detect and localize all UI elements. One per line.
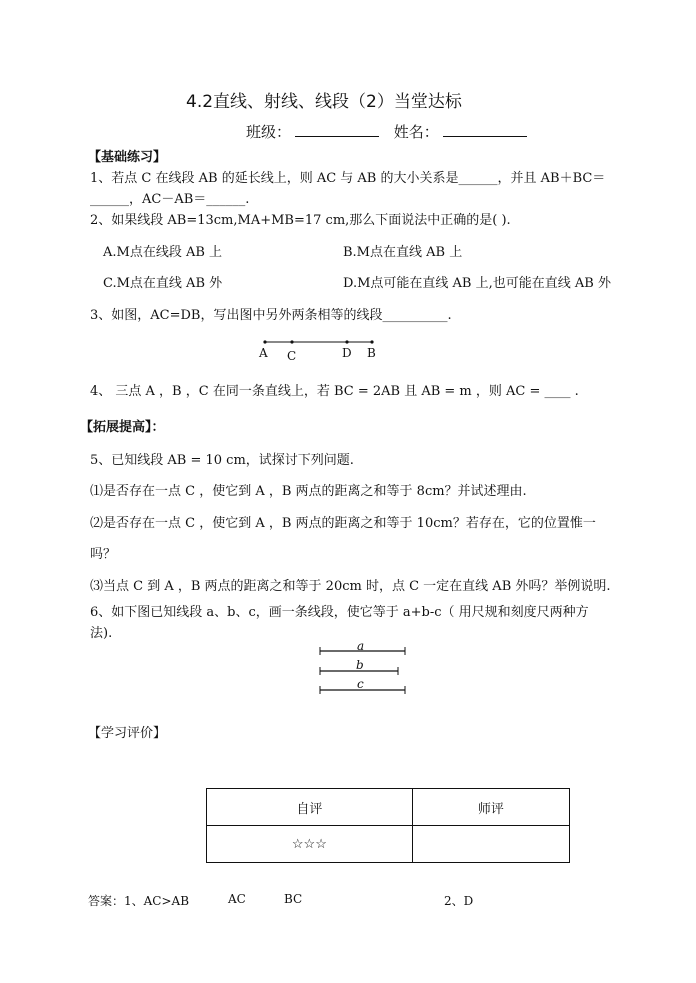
answers-label: 答案：1、AC>AB (88, 894, 190, 908)
q3-label-a: A (259, 346, 268, 360)
q4-stem: 4、 三点 A ，B ，C 在同一条直线上，若 BC = 2AB 且 AB = m ，则 AC = ____ . (90, 384, 579, 399)
q5-part2-line1: ⑵是否存在一点 C ，使它到 A ，B 两点的距离之和等于 10cm？若存在，它的位置惟一 (90, 516, 596, 531)
answer-q2: 2、D (444, 894, 474, 908)
segment-a-label: a (357, 639, 365, 653)
q1-line2: ______，AC－AB＝______. (90, 192, 250, 207)
q2-option-b: B.M点在直线 AB 上 (343, 245, 463, 260)
class-label: 班级： (246, 123, 292, 141)
segment-c-label: c (357, 677, 364, 691)
page-title: 4.2直线、射线、线段（2）当堂达标 (186, 92, 462, 112)
q5-part2-line2: 吗？ (90, 547, 117, 562)
eval-header-self: 自评 (207, 789, 413, 826)
evaluation-table (206, 788, 570, 863)
section-evaluation-heading: 【学习评价】 (88, 726, 167, 741)
q3-label-d: D (342, 346, 352, 360)
q3-label-b: B (367, 346, 376, 360)
q2-option-c: C.M点在直线 AB 外 (103, 276, 223, 291)
answer-ac: AC (228, 892, 246, 906)
q3-stem: 3、如图，AC=DB，写出图中另外两条相等的线段__________. (90, 308, 452, 323)
q6-line1: 6、如下图已知线段 a、b、c，画一条线段，使它等于 a+b-c（ 用尺规和刻度尺两种方 (90, 605, 589, 620)
q3-label-c: C (287, 349, 297, 363)
section-extension-heading: 【拓展提高】： (80, 420, 165, 435)
q5-part1: ⑴是否存在一点 C ，使它到 A ，B 两点的距离之和等于 8cm？并试述理由. (90, 484, 527, 499)
q2-option-d: D.M点可能在直线 AB 上,也可能在直线 AB 外 (343, 276, 611, 291)
q2-stem: 2、如果线段 AB=13cm,MA+MB=17 cm,那么下面说法中正确的是( ). (90, 213, 511, 228)
q1-line1: 1、若点 C 在线段 AB 的延长线上，则 AC 与 AB 的大小关系是______，并且 AB＋BC＝ (90, 171, 606, 186)
q6-line2: 法). (90, 626, 113, 641)
q5-part3: ⑶当点 C 到 A ，B 两点的距离之和等于 20cm 时，点 C 一定在直线 AB 外吗？举例说明. (90, 579, 611, 594)
answer-bc: BC (284, 892, 303, 906)
eval-teacher-rating (412, 826, 569, 863)
eval-header-teacher: 师评 (412, 789, 569, 826)
q5-stem: 5、已知线段 AB = 10 cm，试探讨下列问题. (90, 453, 354, 468)
eval-self-rating: ☆☆☆ (207, 826, 413, 863)
section-basic-heading: 【基础练习】 (88, 150, 167, 165)
segment-b-label: b (356, 658, 364, 672)
name-label: 姓名： (393, 123, 439, 141)
q2-option-a: A.M点在线段 AB 上 (103, 245, 223, 260)
